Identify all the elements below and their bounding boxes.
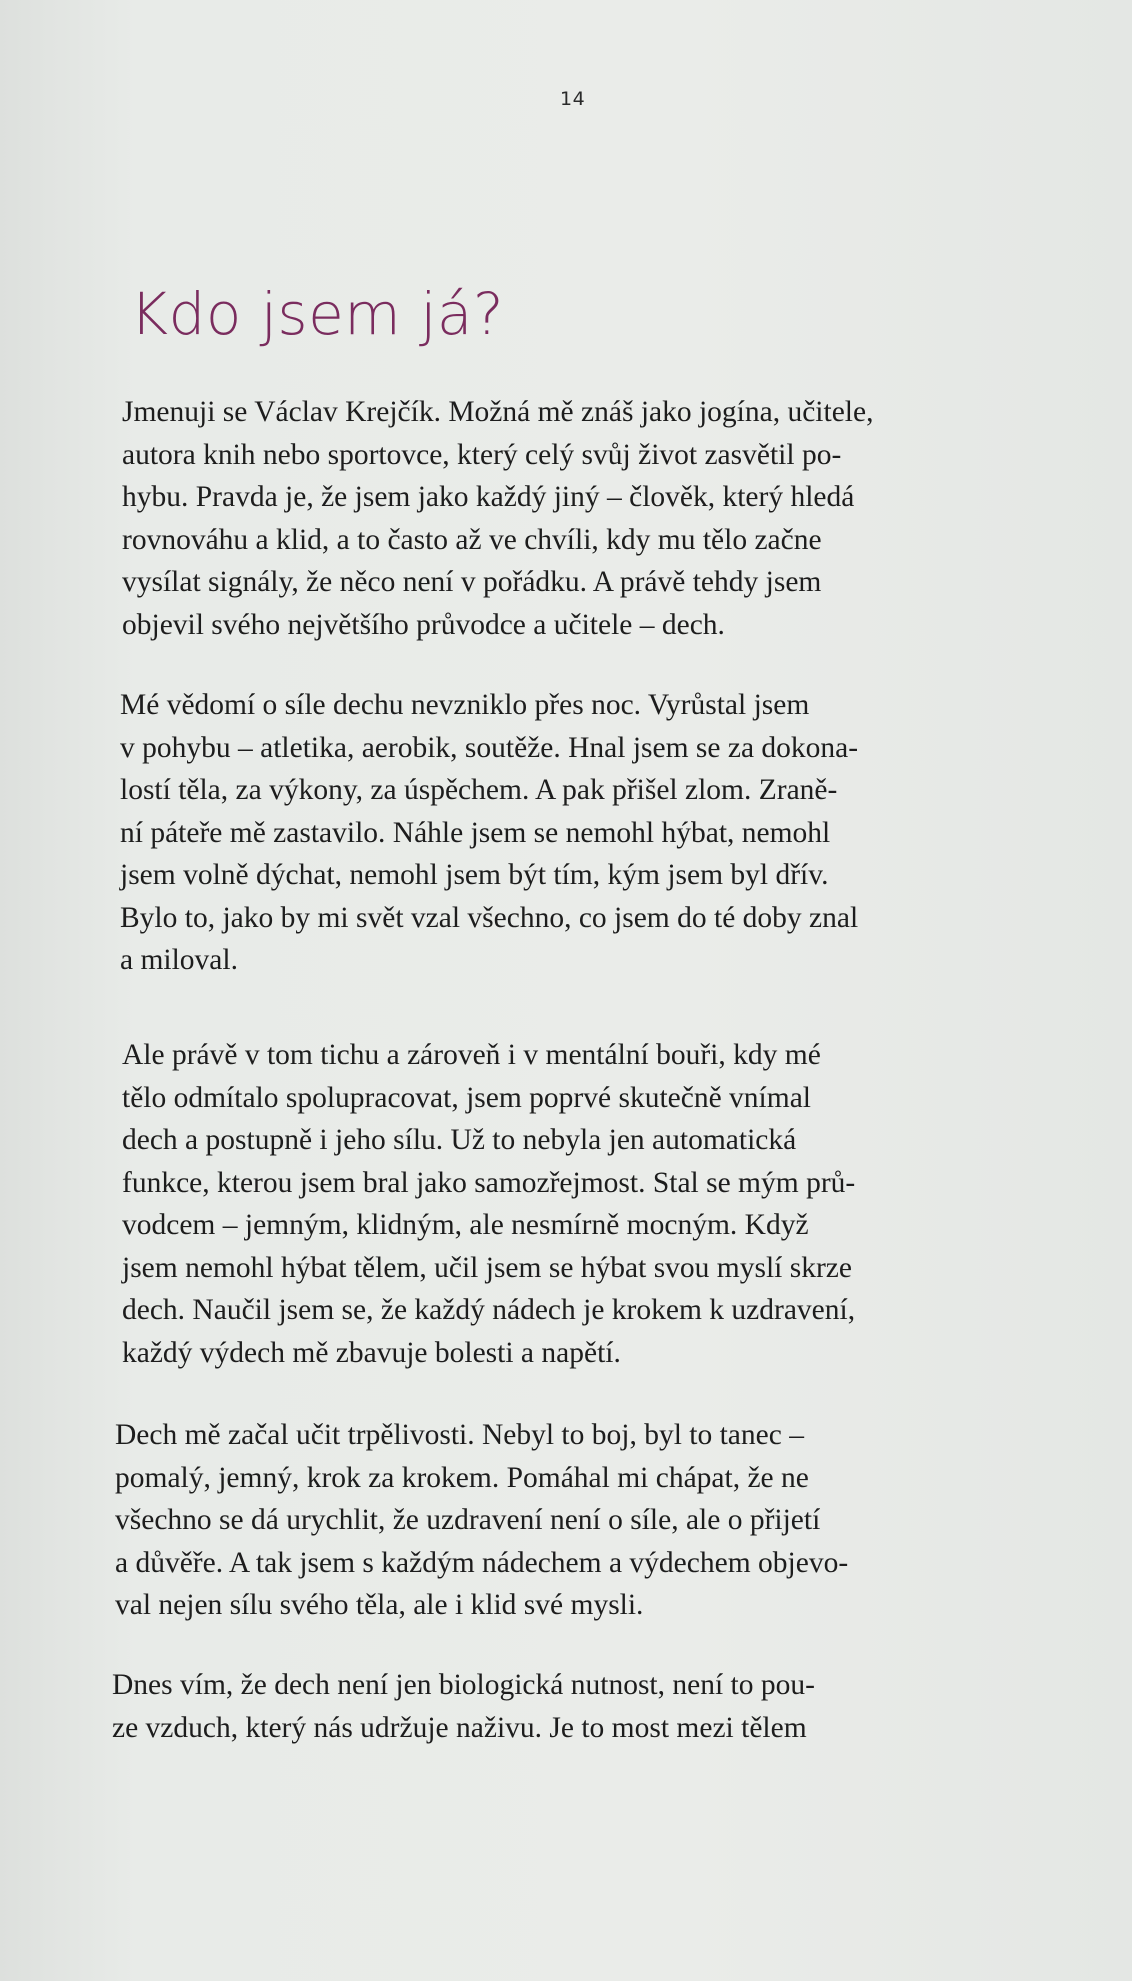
- text-line: Mé vědomí o síle dechu nevzniklo přes noc. Vyrůstal jsem: [120, 689, 810, 721]
- text-line: vodcem – jemným, klidným, ale nesmírně mocným. Když: [122, 1209, 809, 1241]
- text-line: objevil svého největšího průvodce a učitele – dech.: [122, 608, 725, 641]
- text-line: Bylo to, jako by mi svět vzal všechno, co jsem do té doby znal: [120, 901, 859, 934]
- text-line: všechno se dá urychlit, že uzdravení není o síle, ale o přijetí: [115, 1504, 821, 1536]
- text-line: ze vzduch, který nás udržuje naživu. Je to most mezi tělem: [112, 1711, 807, 1744]
- text-line: dech a postupně i jeho sílu. Už to nebyla jen automatická: [122, 1124, 797, 1156]
- text-line: Dech mě začal učit trpělivosti. Nebyl to boj, byl to tanec –: [115, 1419, 804, 1451]
- text-line: a důvěře. A tak jsem s každým nádechem a výdechem objevo-: [115, 1546, 849, 1579]
- text-line: každý výdech mě zbavuje bolesti a napětí.: [122, 1336, 621, 1369]
- text-line: val nejen sílu svého těla, ale i klid své mysli.: [115, 1589, 644, 1621]
- text-line: Dnes vím, že dech není jen biologická nutnost, není to pou-: [112, 1669, 815, 1701]
- text-line: tělo odmítalo spolupracovat, jsem poprvé skutečně vnímal: [122, 1081, 811, 1114]
- text-line: jsem volně dýchat, nemohl jsem být tím, kým jsem byl dřív.: [120, 859, 829, 891]
- chapter-title: Kdo jsem já?: [130, 280, 505, 348]
- text-line: funkce, kterou jsem bral jako samozřejmost. Stal se mým prů-: [122, 1166, 856, 1199]
- text-line: pomalý, jemný, krok za krokem. Pomáhal mi chápat, že ne: [115, 1461, 809, 1494]
- page-number: 14: [560, 88, 586, 110]
- text-line: dech. Naučil jsem se, že každý nádech je krokem k uzdravení,: [122, 1294, 856, 1326]
- paragraph-5: [112, 1664, 1050, 1749]
- text-line: Ale právě v tom tichu a zároveň i v mentální bouři, kdy mé: [122, 1039, 821, 1071]
- text-line: ní páteře mě zastavilo. Náhle jsem se nemohl hýbat, nemohl: [120, 816, 831, 849]
- text-line: vysílat signály, že něco není v pořádku. A právě tehdy jsem: [122, 566, 822, 598]
- paragraph-3: [122, 1034, 1052, 1374]
- text-line: Jmenuji se Václav Krejčík. Možná mě znáš jako jogína, učitele,: [122, 396, 874, 428]
- paragraph-2: [120, 684, 1052, 982]
- paragraph-4: [115, 1414, 1050, 1627]
- text-line: lostí těla, za výkony, za úspěchem. A pak přišel zlom. Zraně-: [120, 774, 838, 806]
- text-line: hybu. Pravda je, že jsem jako každý jiný – člověk, který hledá: [122, 481, 855, 513]
- paragraph-1: [122, 391, 1052, 646]
- text-line: rovnováhu a klid, a to často až ve chvíli, kdy mu tělo začne: [122, 523, 822, 556]
- text-line: jsem nemohl hýbat tělem, učil jsem se hýbat svou myslí skrze: [122, 1251, 852, 1284]
- text-line: a miloval.: [120, 944, 238, 976]
- text-line: v pohybu – atletika, aerobik, soutěže. Hnal jsem se za dokona-: [120, 731, 859, 764]
- text-line: autora knih nebo sportovce, který celý svůj život zasvětil po-: [122, 438, 842, 471]
